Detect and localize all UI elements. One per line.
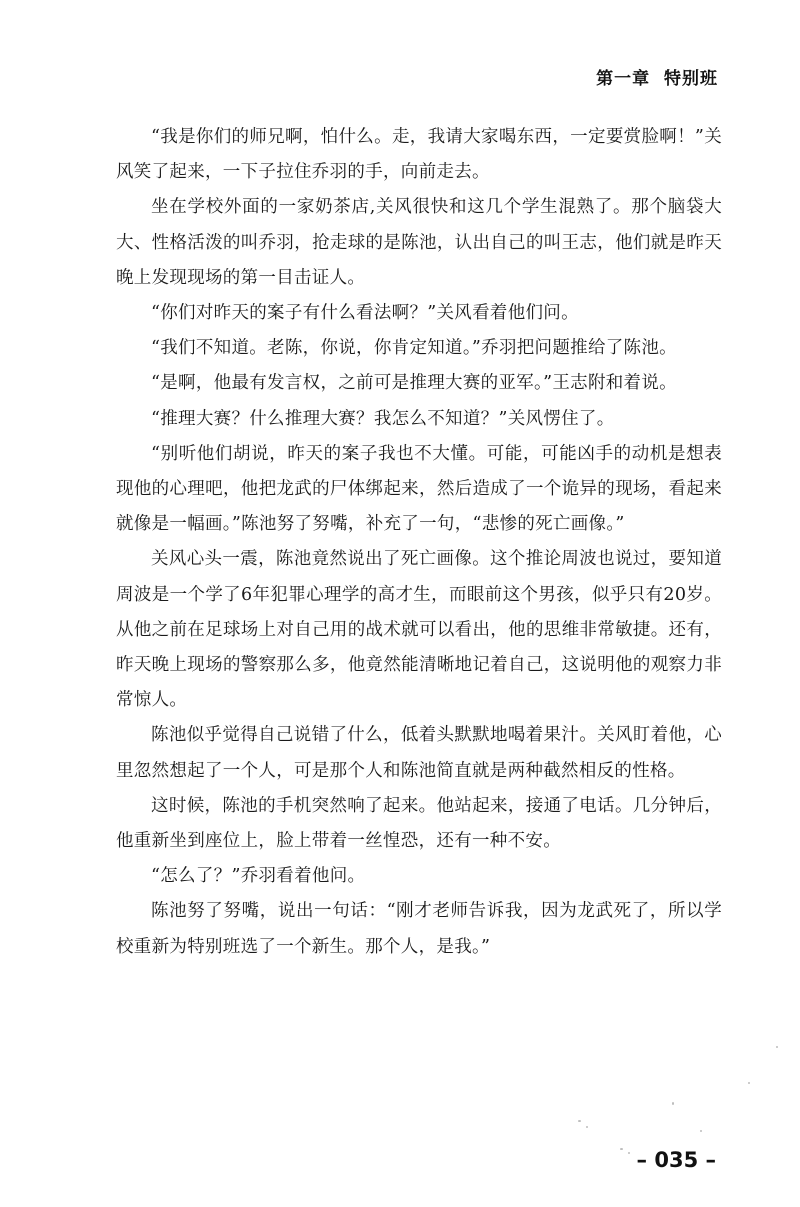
speckle [776,1046,778,1048]
paragraph: “怎么了？”乔羽看着他问。 [151,866,366,887]
speckle [620,1148,623,1150]
paragraph: 坐在学校外面的一家奶茶店,关风很快和这几个学生混熟了。那个脑袋大大、性格活泼的叫乔羽，抢走球的是陈池，认出自己的叫王志，他们就是昨天晚上发现现场的第一目击证人。 [116,197,722,288]
speckle [586,1126,588,1128]
paragraph: “我是你们的师兄啊，怕什么。走，我请大家喝东西，一定要赏脸啊！”关风笑了起来，一下子拉住乔羽的手，向前走去。 [116,127,722,183]
paragraph: “推理大赛？什么推理大赛？我怎么不知道？”关风愣住了。 [151,408,615,429]
paragraph: 关风心头一震，陈池竟然说出了死亡画像。这个推论周波也说过，要知道周波是一个学了6年犯罪心理学的高才生，而眼前这个男孩，似乎只有20岁。从他之前在足球场上对自己用的战术就可以看出，他的思维非常敏捷。还有，昨天晚上现场的警察那么多，他竟然能清晰地记着自己，这说明他的观察力非常惊人。 [116,549,722,711]
speckle [628,1152,630,1154]
paragraph: 陈池似乎觉得自己说错了什么，低着头默默地喝着果汁。关风盯着他，心里忽然想起了一个人，可是那个人和陈池简直就是两种截然相反的性格。 [116,725,722,781]
chapter-title: 特别班 [664,69,718,89]
paragraph: 这时候，陈池的手机突然响了起来。他站起来，接通了电话。几分钟后，他重新坐到座位上，脸上带着一丝惶恐，还有一种不安。 [116,795,722,852]
chapter-number: 第一章 [596,69,651,89]
speckle [578,1120,581,1122]
body-text [116,120,722,965]
paragraph: “是啊，他最有发言权，之前可是推理大赛的亚军。”王志附和着说。 [151,373,677,394]
running-header [596,64,718,89]
speckle [700,1130,702,1132]
page-number: – 035 – [636,1148,716,1172]
paragraph: “我们不知道。老陈，你说，你肯定知道。”乔羽把问题推给了陈池。 [151,338,677,359]
paragraph: 陈池努了努嘴，说出一句话：“刚才老师告诉我，因为龙武死了，所以学校重新为特别班选了一个新生。那个人，是我。” [116,901,722,957]
paragraph: “别听他们胡说，昨天的案子我也不大懂。可能，可能凶手的动机是想表现他的心理吧，他把龙武的尸体绑起来，然后造成了一个诡异的现场，看起来就像是一幅画。”陈池努了努嘴，补充了一句，“悲惨的死亡画像。” [116,443,722,535]
speckle [748,1082,750,1084]
speckle [672,1102,674,1105]
paragraph: “你们对昨天的案子有什么看法啊？”关风看着他们问。 [151,303,579,324]
